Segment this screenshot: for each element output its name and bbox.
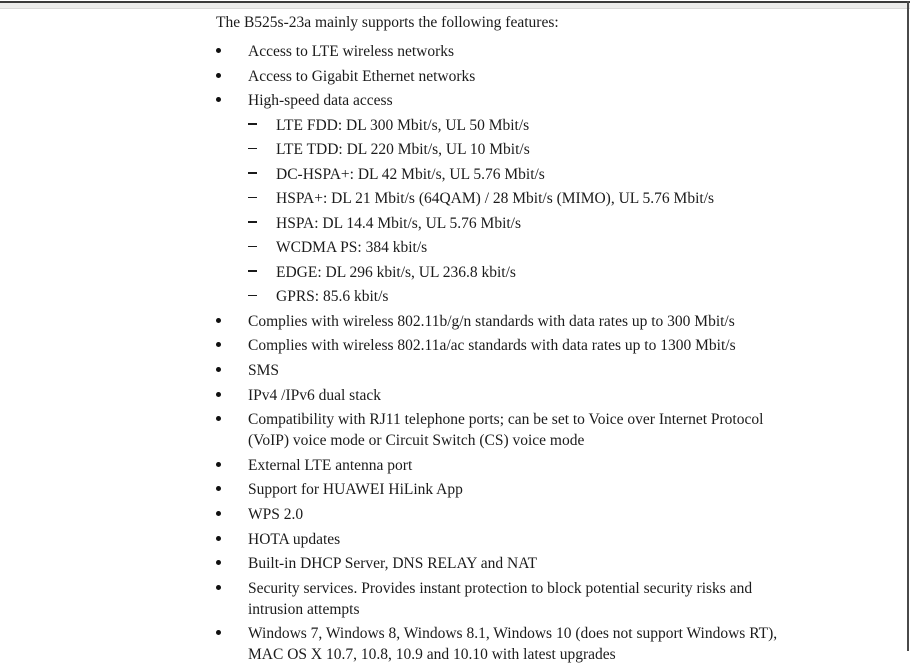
list-item-label: Security services. Provides instant protection to block potential security risks and intrusion attempts	[248, 579, 753, 618]
bullet-dot-icon	[216, 623, 248, 644]
list-item	[0, 504, 910, 525]
sub-list-item	[0, 164, 910, 185]
list-item-label: Complies with wireless 802.11a/ac standards with data rates up to 1300 Mbit/s	[248, 337, 736, 355]
bullet-dot-icon	[216, 41, 248, 62]
sub-list-item-label: HSPA+: DL 21 Mbit/s (64QAM) / 28 Mbit/s (MIMO), UL 5.76 Mbit/s	[276, 190, 715, 208]
list-item-label: External LTE antenna port	[248, 456, 413, 474]
list-item	[0, 360, 910, 381]
sub-list-item	[0, 262, 910, 283]
bullet-dash-icon	[248, 237, 276, 258]
list-item-label: Complies with wireless 802.11b/g/n standards with data rates up to 300 Mbit/s	[248, 312, 735, 330]
bullet-dot-icon	[216, 90, 248, 111]
list-item	[0, 90, 910, 111]
bullet-dash-icon	[248, 164, 276, 185]
list-item-label: Compatibility with RJ11 telephone ports; can be set to Voice over Internet Protocol (VoIP) voice mode or Circuit Switch (CS) voice mode	[248, 411, 764, 450]
bullet-dot-icon	[216, 529, 248, 550]
list-item-label: High-speed data access	[248, 92, 393, 110]
list-item-label: Built-in DHCP Server, DNS RELAY and NAT	[248, 555, 538, 573]
bullet-dot-icon	[216, 504, 248, 525]
intro-paragraph: The B525s-23a mainly supports the following features:	[216, 14, 559, 31]
list-item	[0, 335, 910, 356]
list-item	[0, 41, 910, 62]
list-item-label: Windows 7, Windows 8, Windows 8.1, Windows 10 (does not support Windows RT), MAC OS X 10.7, 10.8, 10.9 and 10.10 with latest upgrades	[248, 625, 778, 664]
sub-list-item-label: DC-HSPA+: DL 42 Mbit/s, UL 5.76 Mbit/s	[276, 165, 545, 183]
list-item	[0, 66, 910, 87]
list-item	[0, 409, 910, 451]
sub-list-item	[0, 237, 910, 258]
sub-list-item-label: GPRS: 85.6 kbit/s	[276, 288, 389, 306]
bullet-dot-icon	[216, 455, 248, 476]
sub-list-item-label: LTE FDD: DL 300 Mbit/s, UL 50 Mbit/s	[276, 116, 530, 134]
sub-list-item-label: WCDMA PS: 384 kbit/s	[276, 239, 428, 257]
bullet-dash-icon	[248, 139, 276, 160]
bullet-dot-icon	[216, 409, 248, 430]
bullet-dash-icon	[248, 188, 276, 209]
sub-list-item-label: EDGE: DL 296 kbit/s, UL 236.8 kbit/s	[276, 263, 516, 281]
feature-list	[0, 41, 910, 669]
sub-list-item	[0, 115, 910, 136]
bullet-dot-icon	[216, 553, 248, 574]
sub-list-item-label: LTE TDD: DL 220 Mbit/s, UL 10 Mbit/s	[276, 141, 530, 159]
list-item-label: WPS 2.0	[248, 505, 304, 523]
bullet-dot-icon	[216, 479, 248, 500]
sub-list-item	[0, 213, 910, 234]
bullet-dot-icon	[216, 335, 248, 356]
sub-list-item	[0, 188, 910, 209]
list-item-label: HOTA updates	[248, 530, 341, 548]
sub-list-item	[0, 139, 910, 160]
bullet-dot-icon	[216, 66, 248, 87]
bullet-dot-icon	[216, 578, 248, 599]
bullet-dot-icon	[216, 311, 248, 332]
sub-list-item	[0, 286, 910, 307]
bullet-dash-icon	[248, 213, 276, 234]
list-item	[0, 455, 910, 476]
bullet-dash-icon	[248, 286, 276, 307]
bullet-dot-icon	[216, 360, 248, 381]
list-item-label: Access to Gigabit Ethernet networks	[248, 67, 476, 85]
list-item	[0, 311, 910, 332]
list-item-label: IPv4 /IPv6 dual stack	[248, 386, 382, 404]
list-item-label: SMS	[248, 361, 280, 379]
bullet-dash-icon	[248, 262, 276, 283]
sub-list	[0, 115, 910, 308]
list-item	[0, 623, 910, 665]
list-item	[0, 578, 910, 620]
list-item-label: Support for HUAWEI HiLink App	[248, 481, 463, 499]
list-item	[0, 479, 910, 500]
list-item	[0, 529, 910, 550]
sub-list-item-label: HSPA: DL 14.4 Mbit/s, UL 5.76 Mbit/s	[276, 214, 522, 232]
list-item-label: Access to LTE wireless networks	[248, 43, 455, 60]
list-item	[0, 385, 910, 406]
list-item	[0, 553, 910, 574]
bullet-dash-icon	[248, 115, 276, 136]
bullet-dot-icon	[216, 385, 248, 406]
